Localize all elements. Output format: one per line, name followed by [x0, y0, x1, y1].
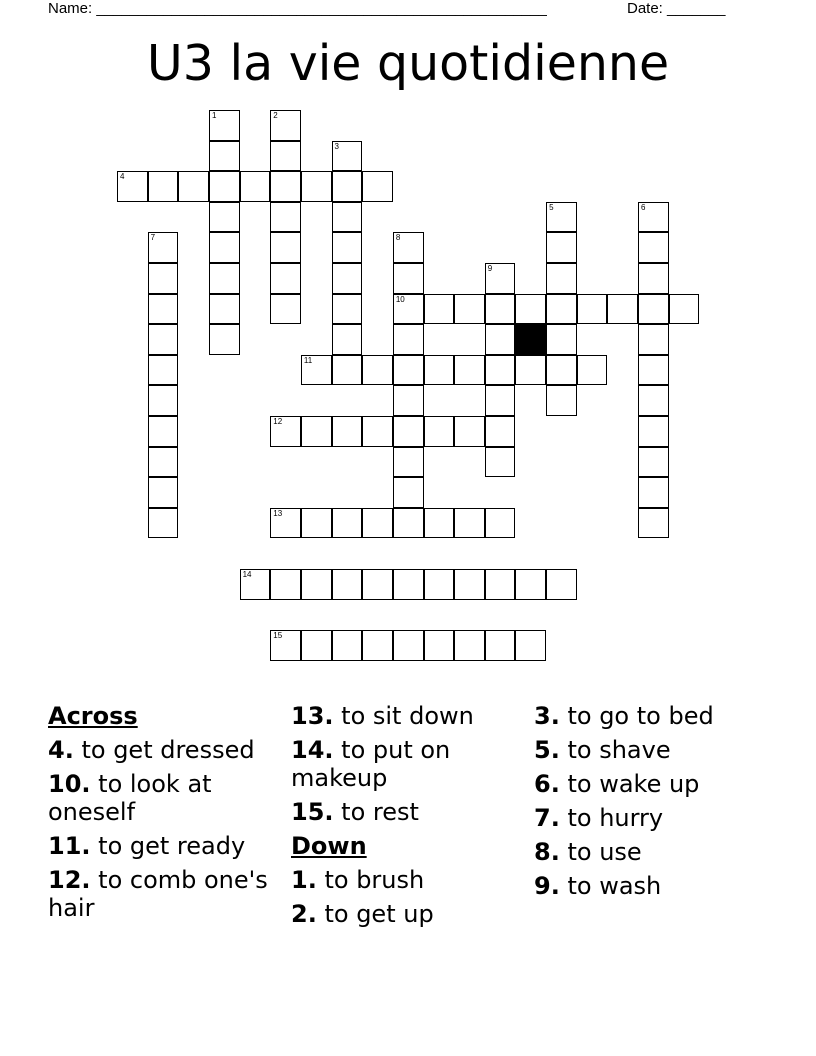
- cell-number: 10: [395, 294, 405, 304]
- crossword-cell[interactable]: [148, 385, 179, 416]
- crossword-cell[interactable]: [515, 355, 546, 386]
- clues-column-2: [291, 702, 521, 934]
- crossword-cell[interactable]: [515, 294, 546, 325]
- crossword-cell[interactable]: [332, 355, 363, 386]
- crossword-cell[interactable]: [546, 294, 577, 325]
- cell-number: 3: [334, 141, 339, 151]
- clue-across-14: [291, 736, 521, 792]
- crossword-cell[interactable]: [669, 294, 700, 325]
- crossword-cell[interactable]: [638, 477, 669, 508]
- crossword-cell[interactable]: [209, 171, 240, 202]
- crossword-cell[interactable]: [515, 569, 546, 600]
- clue-number: 15.: [291, 798, 334, 826]
- crossword-cell[interactable]: [332, 232, 363, 263]
- crossword-cell[interactable]: [393, 385, 424, 416]
- crossword-cell[interactable]: [454, 508, 485, 539]
- cell-number: 14: [242, 570, 252, 579]
- crossword-cell[interactable]: [148, 355, 179, 386]
- crossword-cell[interactable]: [638, 294, 669, 325]
- crossword-cell[interactable]: [362, 416, 393, 447]
- crossword-cell[interactable]: [546, 385, 577, 416]
- date-field[interactable]: Date: _______: [627, 0, 726, 17]
- cell-number: 2: [273, 111, 278, 120]
- crossword-cell[interactable]: [393, 232, 424, 263]
- crossword-cell[interactable]: [454, 569, 485, 600]
- clue-down-3: [534, 702, 764, 730]
- crossword-cell[interactable]: [178, 171, 209, 202]
- crossword-cell[interactable]: [301, 508, 332, 539]
- clue-number: 12.: [48, 866, 91, 894]
- crossword-cell[interactable]: [209, 294, 240, 325]
- clue-text: to sit down: [341, 702, 474, 730]
- crossword-cell[interactable]: [209, 202, 240, 233]
- clue-number: 3.: [534, 702, 560, 730]
- crossword-cell[interactable]: [546, 232, 577, 263]
- crossword-cell[interactable]: [393, 569, 424, 600]
- clue-number: 6.: [534, 770, 560, 798]
- crossword-cell[interactable]: [362, 355, 393, 386]
- crossword-cell[interactable]: [485, 569, 516, 600]
- crossword-cell[interactable]: [117, 171, 148, 202]
- crossword-cell[interactable]: [638, 508, 669, 539]
- cell-number: 11: [303, 355, 313, 365]
- clue-number: 7.: [534, 804, 560, 832]
- clue-text: to get up: [324, 900, 434, 928]
- crossword-cell[interactable]: [638, 447, 669, 478]
- cell-number: 15: [273, 631, 283, 641]
- clue-number: 13.: [291, 702, 334, 730]
- clue-text: to comb one's hair: [48, 866, 268, 922]
- crossword-cell[interactable]: [148, 263, 179, 294]
- crossword-cell[interactable]: [270, 416, 301, 447]
- crossword-cell[interactable]: [332, 202, 363, 233]
- clue-number: 11.: [48, 832, 91, 860]
- crossword-cell[interactable]: [638, 416, 669, 447]
- crossword-cell[interactable]: [362, 508, 393, 539]
- clue-number: 14.: [291, 736, 334, 764]
- page-title: U3 la vie quotidienne: [146, 35, 670, 92]
- crossword-cell[interactable]: [209, 110, 240, 141]
- name-field[interactable]: Name: ______________________________________________________: [48, 0, 547, 17]
- crossword-cell[interactable]: [424, 294, 455, 325]
- crossword-cell[interactable]: [148, 232, 179, 263]
- crossword-cell[interactable]: [148, 508, 179, 539]
- crossword-cell[interactable]: [332, 324, 363, 355]
- crossword-cell[interactable]: [485, 416, 516, 447]
- crossword-cell[interactable]: [301, 630, 332, 661]
- crossword-cell[interactable]: [454, 416, 485, 447]
- crossword-cell[interactable]: [638, 232, 669, 263]
- cell-number: 7: [150, 233, 156, 243]
- crossword-cell[interactable]: [393, 447, 424, 478]
- crossword-cell[interactable]: [362, 569, 393, 600]
- clue-text: to look at oneself: [48, 770, 212, 826]
- clue-text: to get ready: [98, 832, 246, 860]
- crossword-cell[interactable]: [362, 171, 393, 202]
- crossword-cell[interactable]: [424, 569, 455, 600]
- clue-number: 10.: [48, 770, 91, 798]
- crossword-cell[interactable]: [148, 416, 179, 447]
- clue-text: to go to bed: [567, 702, 714, 730]
- crossword-cell[interactable]: [301, 416, 332, 447]
- clue-text: to put on makeup: [291, 736, 451, 792]
- crossword-cell[interactable]: [393, 508, 424, 539]
- crossword-cell[interactable]: [332, 141, 363, 172]
- crossword-cell[interactable]: [393, 355, 424, 386]
- clue-number: 1.: [291, 866, 317, 894]
- crossword-cell[interactable]: [485, 508, 516, 539]
- crossword-cell[interactable]: [332, 569, 363, 600]
- crossword-cell[interactable]: [393, 477, 424, 508]
- crossword-cell[interactable]: [485, 355, 516, 386]
- clues-column-1: [48, 702, 278, 928]
- clue-down-7: [534, 804, 764, 832]
- crossword-cell[interactable]: [270, 569, 301, 600]
- crossword-cell[interactable]: [577, 294, 608, 325]
- crossword-cell[interactable]: [270, 630, 301, 661]
- crossword-cell[interactable]: [209, 141, 240, 172]
- crossword-cell[interactable]: [454, 294, 485, 325]
- clue-down-9: [534, 872, 764, 900]
- crossword-cell[interactable]: [148, 477, 179, 508]
- crossword-cell[interactable]: [332, 294, 363, 325]
- clue-text: to wake up: [567, 770, 700, 798]
- clue-across-12: [48, 866, 278, 922]
- crossword-cell[interactable]: [393, 294, 424, 325]
- down-heading: Down: [291, 832, 367, 860]
- crossword-cell[interactable]: [332, 416, 363, 447]
- crossword-cell[interactable]: [424, 508, 455, 539]
- crossword-cell[interactable]: [638, 202, 669, 233]
- clue-down-1: [291, 866, 521, 894]
- crossword-cell[interactable]: [332, 630, 363, 661]
- crossword-cell[interactable]: [454, 355, 485, 386]
- cell-number: 5: [549, 202, 554, 212]
- crossword-cell[interactable]: [270, 508, 301, 539]
- clue-across-13: [291, 702, 521, 730]
- crossword-cell[interactable]: [454, 630, 485, 661]
- crossword-cell[interactable]: [485, 630, 516, 661]
- clue-across-4: [48, 736, 278, 764]
- crossword-cell[interactable]: [393, 630, 424, 661]
- crossword-cell[interactable]: [301, 171, 332, 202]
- crossword-cell[interactable]: [393, 416, 424, 447]
- clue-number: 2.: [291, 900, 317, 928]
- crossword-cell[interactable]: [485, 447, 516, 478]
- clue-text: to shave: [567, 736, 671, 764]
- crossword-cell[interactable]: [393, 324, 424, 355]
- clue-text: to hurry: [567, 804, 664, 832]
- clue-text: to brush: [324, 866, 425, 894]
- crossword-cell[interactable]: [270, 110, 301, 141]
- crossword-cell[interactable]: [209, 324, 240, 355]
- cell-number: 1: [211, 111, 217, 120]
- cell-number: 9: [487, 264, 493, 273]
- crossword-cell[interactable]: [638, 355, 669, 386]
- crossword-cell[interactable]: [240, 171, 271, 202]
- crossword-cell[interactable]: [638, 385, 669, 416]
- clue-number: 4.: [48, 736, 74, 764]
- clue-text: to rest: [341, 798, 419, 826]
- crossword-cell[interactable]: [332, 263, 363, 294]
- clue-text: to get dressed: [81, 736, 255, 764]
- clue-across-11: [48, 832, 278, 860]
- crossword-cell[interactable]: [209, 232, 240, 263]
- crossword-cell[interactable]: [485, 385, 516, 416]
- clues-column-3: [534, 702, 764, 906]
- crossword-cell[interactable]: [607, 294, 638, 325]
- clue-down-8: [534, 838, 764, 866]
- cell-number: 6: [641, 202, 646, 212]
- crossword-cell[interactable]: [638, 263, 669, 294]
- crossword-cell[interactable]: [270, 263, 301, 294]
- clue-number: 8.: [534, 838, 560, 866]
- crossword-cell[interactable]: [577, 355, 608, 386]
- crossword-cell[interactable]: [485, 263, 516, 294]
- crossword-cell[interactable]: [485, 294, 516, 325]
- crossword-cell[interactable]: [362, 630, 393, 661]
- crossword-cell[interactable]: [270, 141, 301, 172]
- clue-text: to use: [567, 838, 642, 866]
- crossword-cell[interactable]: [546, 569, 577, 600]
- crossword-cell[interactable]: [485, 324, 516, 355]
- crossword-cell[interactable]: [546, 263, 577, 294]
- clue-text: to wash: [567, 872, 662, 900]
- crossword-cell[interactable]: [301, 355, 332, 386]
- crossword-cell[interactable]: [148, 171, 179, 202]
- crossword-cell[interactable]: [424, 355, 455, 386]
- across-heading: Across: [48, 702, 138, 730]
- crossword-cell[interactable]: [393, 263, 424, 294]
- crossword-cell[interactable]: [240, 569, 271, 600]
- crossword-cell[interactable]: [332, 171, 363, 202]
- crossword-cell[interactable]: [332, 508, 363, 539]
- crossword-cell[interactable]: [148, 324, 179, 355]
- cell-number: 13: [273, 508, 283, 518]
- clue-down-2: [291, 900, 521, 928]
- crossword-cell[interactable]: [148, 447, 179, 478]
- crossword-cell[interactable]: [638, 324, 669, 355]
- crossword-cell[interactable]: [546, 324, 577, 355]
- crossword-cell[interactable]: [424, 630, 455, 661]
- crossword-cell[interactable]: [270, 171, 301, 202]
- crossword-cell[interactable]: [546, 355, 577, 386]
- clue-number: 5.: [534, 736, 560, 764]
- cell-number: 8: [395, 233, 401, 243]
- clue-across-10: [48, 770, 278, 826]
- crossword-cell[interactable]: [546, 202, 577, 233]
- crossword-cell[interactable]: [270, 202, 301, 233]
- clue-down-6: [534, 770, 764, 798]
- crossword-cell[interactable]: [270, 294, 301, 325]
- clue-number: 9.: [534, 872, 560, 900]
- cell-number: 4: [120, 172, 125, 182]
- crossword-black-cell: [515, 324, 546, 355]
- crossword-cell[interactable]: [209, 263, 240, 294]
- cell-number: 12: [273, 417, 283, 426]
- crossword-cell[interactable]: [424, 416, 455, 447]
- crossword-cell[interactable]: [270, 232, 301, 263]
- crossword-cell[interactable]: [301, 569, 332, 600]
- crossword-cell[interactable]: [148, 294, 179, 325]
- clue-across-15: [291, 798, 521, 826]
- clue-down-5: [534, 736, 764, 764]
- crossword-cell[interactable]: [515, 630, 546, 661]
